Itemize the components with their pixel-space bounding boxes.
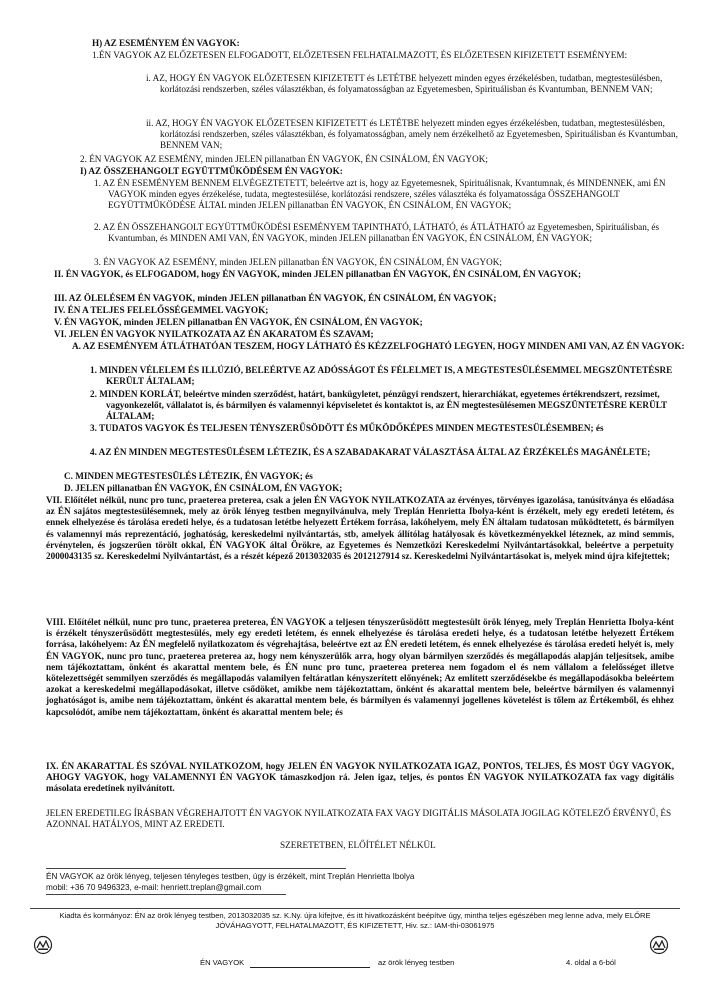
- paragraph-vii: VII. Előítélet nélkül, nunc pro tunc, praeterea preterea, csak a jelen ÉN VAGYOK NYILATKOZATA az érvényes, törvényes igazolása, tanúsítványa és előadása az ÉN sajátos megtestesülésemnek, mely az örök lényeg testben megnyilvánulva, mely Treplán Henrietta Ibolya-ként is érzékelt, mely egy eredeti letétem, és ennek elhelyezése és tárolása eredeti helye, és a tudatosan letétbe helyezett Értékem forrása, lakóhelyem, mely ÉN általam tudatosan működtetett, és bármilyen és valamennyi más reprezentáció, joghatóság, kereskedelmi nyilvántartás, stb, amelyek állítólag hatályosak és következményekkel léteznek, az mind semmis, érvénytelen, és jogszerűen törölt okkal, ÉN VAGYOK által Örökre, az Egyetemes és Nemzetközi Kereskedelmi Nyilvántartásokkal, beleértve a perpetuity 2000043135 sz. Kereskedelmi Nyilvántartást, és a részét képező 2013032035 és 2012127914 sz. Kereskedelmi Nyilvántartásokat is, melyek mind újra kifejtettek;: [46, 495, 674, 562]
- section-i-item-2: 2. AZ ÉN ÖSSZEHANGOLT EGYÜTTMŰKÖDÉSI ESEMÉNYEM TAPINTHATÓ, LÁTHATÓ, és ÁTLÁTHATÓ az Egyetemesben, Spirituálisban, és Kvantumban, és MINDEN AMI VAN, ÉN VAGYOK, minden JELEN pillanatban ÉN VAGYOK, ÉN CSINÁLOM, ÉN VAGYOK;: [94, 222, 660, 244]
- section-vi-a-1: 1. MINDEN VÉLELEM ÉS ILLÚZIÓ, BELEÉRTVE AZ ADÓSSÁGOT ÉS FÉLELMET IS, A MEGTESTESÜLÉSEMMEL MEGSZÜNTETÉSRE KERÜLT ÁLTALAM;: [90, 365, 673, 387]
- roman-iii: III. AZ ÖLELÉSEM ÉN VAGYOK, minden JELEN pillanatban ÉN VAGYOK, ÉN CSINÁLOM, ÉN VAGYOK;: [54, 293, 497, 303]
- footer-mid-label: az örök lényeg testben: [378, 958, 455, 967]
- section-vi-a-3: 3. TUDATOS VAGYOK ÉS TELJESEN TÉNYSZERŰSÖDÖTT ÉS MŰKÖDŐKÉPES MINDEN MEGTESTESÜLÉSEMBEN; és: [90, 423, 604, 433]
- footer-page-number: 4. oldal a 6-ból: [566, 958, 616, 967]
- section-vi-a: A. AZ ESEMÉNYEM ÁTLÁTHATÓAN TESZEM, HOGY LÁTHATÓ ÉS KÉZZELFOGHATÓ LEGYEN, HOGY MINDEN AMI VAN, AZ ÉN VAGYOK:: [72, 341, 685, 351]
- section-vi-a-2: 2. MINDEN KORLÁT, beleértve minden szerződést, határt, bankügyletet, pénzügyi rendszert, hierarchiákat, egyetemes értékrendszert, rezsimet, vagyonkezelőt, vállalatot is, és bármilyen és valamennyi képviseletet és kontaktot is, az ÉN megtestesülésemen MEGSZÜNTETÉSRE KERÜLT ÁLTALAM;: [90, 389, 667, 422]
- section-i-item-1: 1. AZ ÉN ESEMÉNYEM BENNEM ELVÉGEZTETETT, beleértve azt is, hogy az Egyetemesnek, Spirituálisnak, Kvantumnak, és MINDENNEK, ami ÉN VAGYOK minden egyes érzékelése, tudata, megtestesülése, korlátozási rendszere, széles választéka és folyamatossága ÖSSZEHANGOLT EGYÜTTMŰKÖDÉSE ÁLTAL minden JELEN pillanatban ÉN VAGYOK, ÉN CSINÁLOM, ÉN VAGYOK;: [94, 178, 666, 211]
- roman-v: V. ÉN VAGYOK, minden JELEN pillanatban ÉN VAGYOK, ÉN CSINÁLOM, ÉN VAGYOK;: [54, 317, 423, 327]
- seal-logo-right-icon: [648, 935, 670, 955]
- section-h-item-2: 2. ÉN VAGYOK AZ ESEMÉNY, minden JELEN pillanatban ÉN VAGYOK, ÉN CSINÁLOM, ÉN VAGYOK;: [80, 154, 488, 164]
- signature-contact: mobil: +36 70 9496323, e-mail: henriett.treplan@gmail.com: [46, 883, 262, 892]
- paragraph-viii: VIII. Előítélet nélkül, nunc pro tunc, praeterea preterea, ÉN VAGYOK a teljesen tényszerűsödött megtestesült örök lényeg, mely Treplán Henrietta Ibolya-ként is érzékelt tényszerűsödött megtestesülés, mely egy eredeti letétem, és ennek elhelyezése és tárolása eredeti helye, és a tudatosan letétbe helyezett Értékem forrása, lakóhelyem: Az ÉN megfelelő nyilatkozatom és végrehajtása, beleértve ezt az ÉN eredeti letétem, és ennek elhelyezése és tárolása eredeti helyét is, mely ÉN VAGYOK, nunc pro tunc, praeterea preterea az, hogy nem kényszerülők arra, hogy olyan bármilyen szerződés és megállapodás alapján teljesítsek, amibe nem tájékoztattam, önként és akarattal mentem bele, és ÉN nunc pro tunc, praeterea preterea nem fogadom el és nem vállalom a felelősséget illetve kötelezettségét semmilyen szerződés és megállapodás valamilyen feltáratlan kényszerített előnyének; Az említett szerződésekbe és megállapodásokba beleértem azokat a kereskedelmi megállapodásokat, illetve csődöket, amikbe nem tájékoztattam, önként és akarattal mentem bele, beleértve bármilyen és valamennyi joghatóságot is, amibe nem tájékoztattam, önként és akarattal mentem bele, és bármilyen és valamennyi jogellenes követelést is tőlem az Értékemből, és ehhez kapcsolódót, amibe nem tájékoztattam, önként és akarattal mentem bele; és: [46, 617, 674, 717]
- footer-rule: [30, 908, 680, 909]
- section-h-item-1: 1.ÉN VAGYOK AZ ELŐZETESEN ELFOGADOTT, ELŐZETESEN FELHATALMAZOTT, ÉS ELŐZETESEN KIFIZETETT ESEMÉNYEM:: [92, 50, 628, 60]
- section-vi-d: D. JELEN pillanatban ÉN VAGYOK, ÉN CSINÁLOM, ÉN VAGYOK;: [64, 483, 343, 493]
- paragraph-ix: IX. ÉN AKARATTAL ÉS SZÓVAL NYILATKOZOM, hogy JELEN ÉN VAGYOK NYILATKOZATA IGAZ, PONTOS, TELJES, ÉS MOST ÚGY VAGYOK, AHOGY VAGYOK, hogy VALAMENNYI ÉN VAGYOK támaszkodjon rá. Jelen igaz, teljes, és pontos ÉN VAGYOK NYILATKOZATA fax vagy digitális másolata eredetinek nyilvánított.: [46, 761, 674, 794]
- section-h-heading: H) AZ ESEMÉNYEM ÉN VAGYOK:: [92, 38, 240, 48]
- signature-identity: ÉN VAGYOK az örök lényeg, teljesen tényleges testben, úgy is érzékelt, mint Treplán Henrietta Ibolya: [46, 872, 415, 881]
- closing-line: SZERETETBEN, ELŐÍTÉLET NÉLKÜL: [280, 840, 436, 850]
- section-vi-c: C. MINDEN MEGTESTESÜLÉS LÉTEZIK, ÉN VAGYOK; és: [64, 471, 313, 481]
- seal-logo-left-icon: [32, 935, 54, 955]
- roman-ii: II. ÉN VAGYOK, és ELFOGADOM, hogy ÉN VAGYOK, minden JELEN pillanatban ÉN VAGYOK, ÉN CSINÁLOM, ÉN VAGYOK;: [54, 269, 582, 279]
- roman-vi: VI. JELEN ÉN VAGYOK NYILATKOZATA AZ ÉN AKARATOM ÉS SZAVAM;: [54, 329, 374, 339]
- section-i-item-3: 3. ÉN VAGYOK AZ ESEMÉNY, minden JELEN pillanatban ÉN VAGYOK, ÉN CSINÁLOM, ÉN VAGYOK;: [94, 257, 502, 267]
- section-vi-a-4: 4. AZ ÉN MINDEN MEGTESTESÜLÉSEM LÉTEZIK, ÉS A SZABADAKARAT VÁLASZTÁSA ÁLTAL AZ ÉRZÉKELÉS MAGÁNÉLETE;: [90, 447, 651, 457]
- roman-iv: IV. ÉN A TELJES FELELŐSSÉGEMMEL VAGYOK;: [54, 305, 269, 315]
- footer-blank-line: [250, 967, 370, 968]
- signature-rule: [46, 868, 346, 869]
- section-i-heading: I) AZ ÖSSZEHANGOLT EGYÜTTMŰKÖDÉSEM ÉN VAGYOK:: [80, 166, 343, 176]
- copy-notice: JELEN EREDETILEG ÍRÁSBAN VÉGREHAJTOTT ÉN VAGYOK NYILATKOZATA FAX VAGY DIGITÁLIS MÁSOLATA JOGILAG KÖTELEZŐ ÉRVÉNYŰ, ÉS AZONNAL HATÁLYOS, MINT AZ EREDETI.: [46, 808, 672, 830]
- section-h-sub-i: i. AZ, HOGY ÉN VAGYOK ELŐZETESEN KIFIZETETT és LETÉTBE helyezett minden egyes érzékelésben, tudatban, megtestesülésben, korlátozási rendszerben, széles választékban, és folyamatosságban az Egyetemesben, Spirituálisban és Kvantumban, BENNEM VAN;: [146, 73, 663, 95]
- section-h-sub-ii: ii. AZ, HOGY ÉN VAGYOK ELŐZETESEN KIFIZETETT és LETÉTBE helyezett minden egyes érzékelésben, tudatban, megtestesülésben, korlátozási rendszerben, széles választékban, és folyamatosságban, amely nem érzékelhető az Egyetemesben, Spirituálisban és Kvantumban, BENNEM VAN;: [146, 118, 678, 151]
- footer-left-label: ÉN VAGYOK: [200, 958, 245, 967]
- footer-issued: Kiadta és kormányoz: ÉN az örök lényeg testben, 2013032035 sz. K.Ny. újra kifejtve, és itt hivatkozásként beépítve úgy, mintha teljes egészében meg lenne adva, mely ELŐRE JÓVÁHAGYOTT, FELHATALMAZOTT, ÉS KIFIZETETT, Hiv. sz.: IAM-thi-03061975: [59, 911, 651, 930]
- contact-rule: [46, 894, 286, 895]
